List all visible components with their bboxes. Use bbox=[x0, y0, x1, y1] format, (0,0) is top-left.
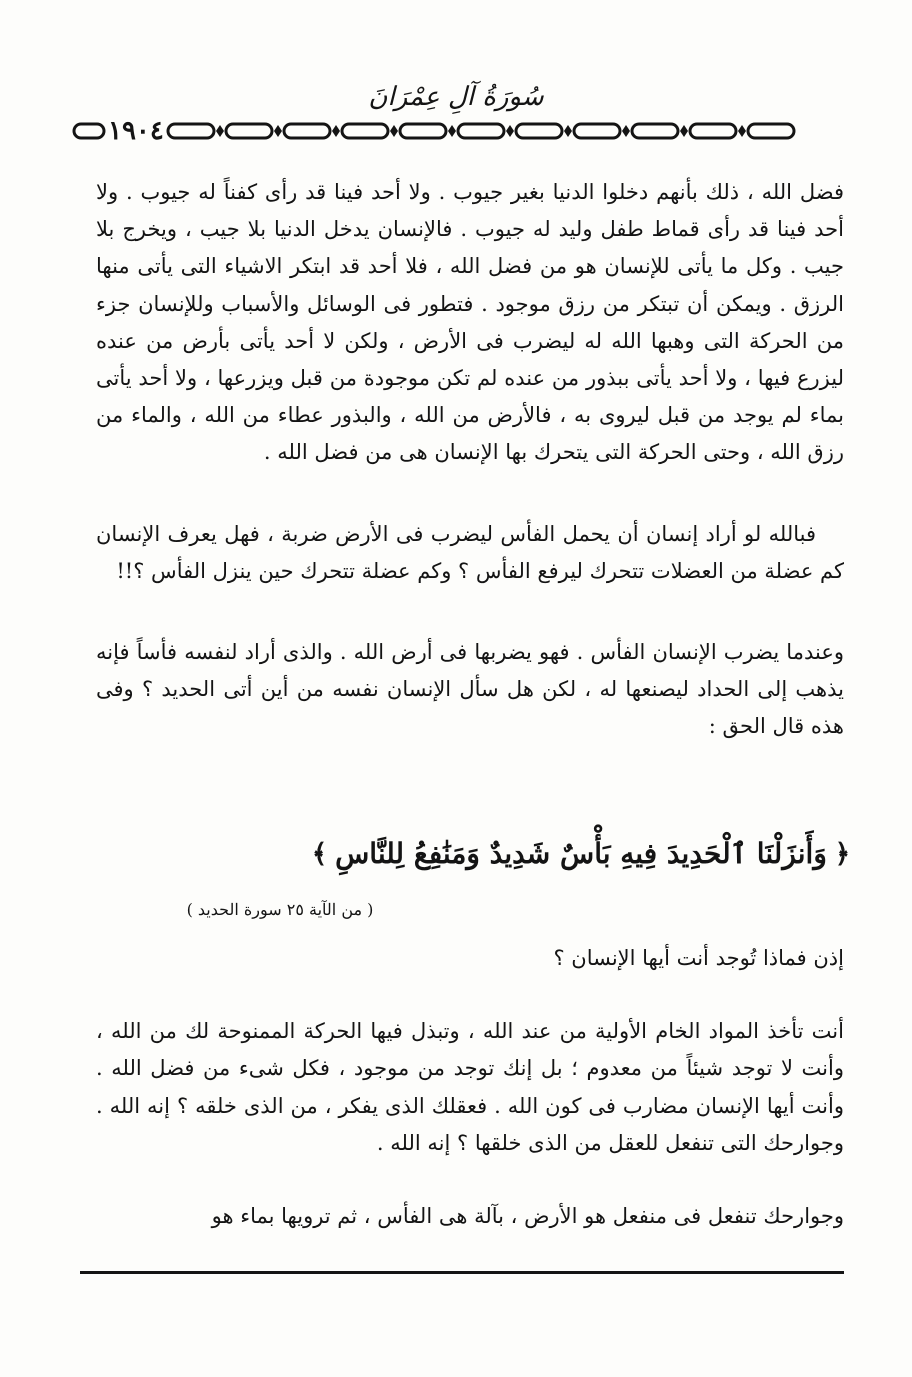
body-text-top bbox=[96, 174, 844, 746]
page-number: ١٩٠٤ bbox=[108, 116, 164, 146]
verse-citation: ( من الآية ٢٥ سورة الحديد ) bbox=[186, 900, 374, 919]
paragraph: فبالله لو أراد إنسان أن يحمل الفأس ليضرب فى الأرض ضربة ، فهل يعرف الإنسان كم عضلة من العضلات تتحرك ليرفع الفأس ؟ وكم عضلة تتحرك حين ينزل الفأس ؟!! bbox=[96, 521, 844, 583]
paragraph: إذن فماذا تُوجد أنت أيها الإنسان ؟ bbox=[553, 946, 844, 970]
header-border bbox=[72, 116, 844, 146]
paragraph: أنت تأخذ المواد الخام الأولية من عند الله ، وتبذل فيها الحركة الممنوحة لك من الله ، وأنت لا توجد شيئاً من معدوم ؛ بل إنك توجد من موجود ، فكل شىء من فضل الله . وأنت أيها الإنسان مضارب فى كون الله . فعقلك الذى يفكر ، من الذى خلقه ؟ إنه الله . وجوارحك التى تنفعل للعقل من الذى خلقها ؟ إنه الله . bbox=[96, 1019, 844, 1155]
border-end-ornament bbox=[72, 119, 106, 143]
quran-verse bbox=[311, 826, 851, 882]
paragraph: فضل الله ، ذلك بأنهم دخلوا الدنيا بغير جيوب . ولا أحد فينا قد رأى كفناً له جيوب . ولا أحد فينا قد رأى قماط طفل وليد له جيوب . فالإنسان يدخل الدنيا بلا جيب ، ويخرج بلا جيب . وكل ما يأتى للإنسان هو من فضل الله ، فلا أحد قد ابتكر الاشياء التى يأتى منها الرزق . ويمكن أن تبتكر من رزق موجود . فتطور فى الوسائل والأسباب وللإنسان جزء من الحركة التى وهبها الله له ليضرب فى الأرض ، ولكن لا أحد يأتى بأرض من عنده ليزرع فيها ، ولا أحد يأتى ببذور من عنده لم تكن موجودة من قبل ويزرعها ، ولا أحد يأتى بماء لم يوجد من قبل ليروى به ، فالأرض من الله ، والبذور عطاء من الله ، والماء من رزق الله ، وحتى الحركة التى يتحرك بها الإنسان هى من فضل الله . bbox=[96, 180, 844, 465]
paragraph: وعندما يضرب الإنسان الفأس . فهو يضربها فى أرض الله . والذى أراد لنفسه فأساً فإنه يذهب إلى الحداد ليصنعها له ، لكن هل سأل الإنسان نفسه من أين أتى الحديد ؟ وفى هذه قال الحق : bbox=[96, 640, 844, 739]
surah-title: سُورَةُ آلِ عِمْرَانَ bbox=[368, 82, 544, 112]
border-chain-ornament bbox=[166, 119, 806, 143]
paragraph: وجوارحك تنفعل فى منفعل هو الأرض ، بآلة هى الفأس ، ثم ترويها بماء هو bbox=[211, 1204, 844, 1229]
footer-rule bbox=[80, 1271, 844, 1274]
body-text-bottom bbox=[96, 940, 844, 1235]
verse-text: وَأَنزَلْنَا ٱلْحَدِيدَ فِيهِ بَأْسٌ شَدِيدٌ وَمَنَٰفِعُ لِلنَّاسِ bbox=[335, 837, 827, 870]
verse-close-ornament: ﴾ bbox=[311, 839, 328, 869]
verse-open-ornament: ﴿ bbox=[834, 839, 851, 869]
